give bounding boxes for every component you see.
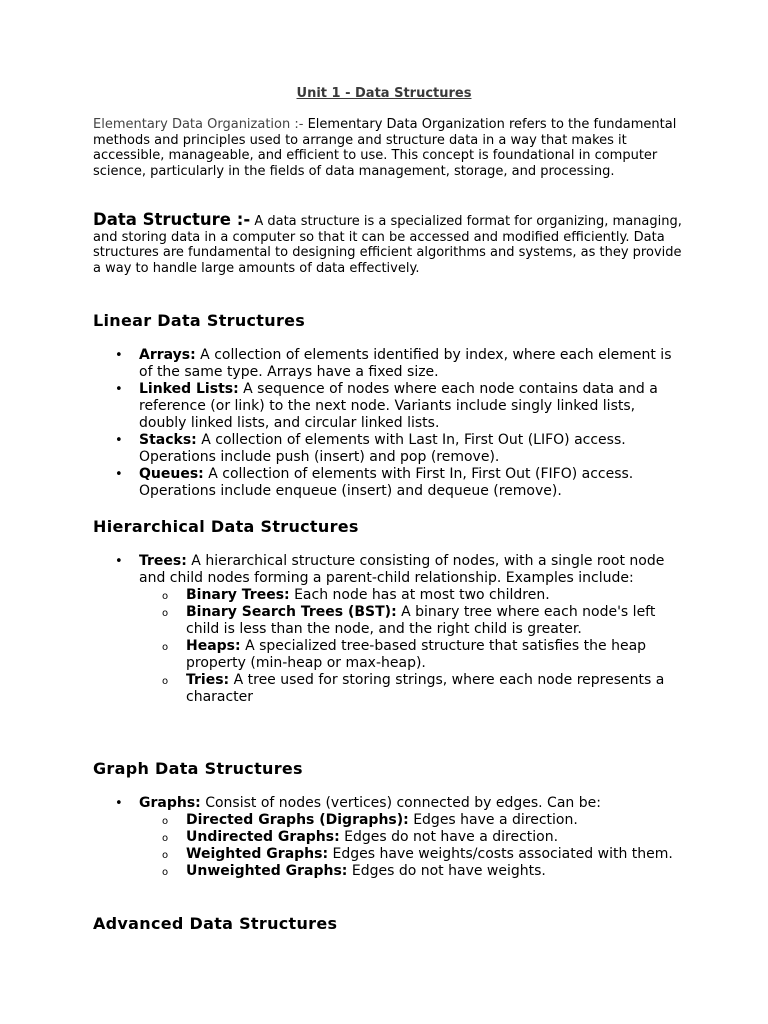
item-term: Linked Lists: xyxy=(139,381,239,397)
item-term: Tries: xyxy=(186,672,230,688)
item-term: Graphs: xyxy=(139,795,201,811)
linear-heading: Linear Data Structures xyxy=(93,311,306,330)
item-term: Binary Search Trees (BST): xyxy=(186,604,397,620)
item-text: Each node has at most two children. xyxy=(289,587,550,603)
definition-text: A data structure is a specialized format for organizing, managing, and storing data in a computer so that it can be accessed and modified efficiently. Data structures are fundamental to designing efficient algorithms and systems, as they provide a way to handle large amounts of data effectively. xyxy=(93,214,682,276)
item-text: Consist of nodes (vertices) connected by edges. Can be: xyxy=(200,795,601,811)
definition-paragraph xyxy=(93,212,685,276)
sub-list-item xyxy=(186,672,679,706)
list-item xyxy=(139,381,679,432)
item-text: Edges have a direction. xyxy=(408,812,578,828)
intro-paragraph xyxy=(93,117,685,179)
item-text: A collection of elements with Last In, First Out (LIFO) access. Operations include push (insert) and pop (remove). xyxy=(139,432,626,465)
item-text: A collection of elements identified by index, where each element is of the same type. Arrays have a fixed size. xyxy=(139,347,672,380)
graph-heading: Graph Data Structures xyxy=(93,759,303,778)
advanced-heading: Advanced Data Structures xyxy=(93,914,338,933)
item-term: Weighted Graphs: xyxy=(186,846,329,862)
sub-list-item xyxy=(186,604,679,638)
item-text: Edges do not have weights. xyxy=(347,863,546,879)
hierarchical-list xyxy=(139,553,679,706)
list-item xyxy=(139,466,679,500)
sub-list-item xyxy=(186,812,679,829)
sub-list-item xyxy=(186,638,679,672)
item-term: Queues: xyxy=(139,466,204,482)
list-item xyxy=(139,432,679,466)
intro-lead: Elementary Data Organization :- xyxy=(93,117,304,132)
linear-list xyxy=(139,347,679,500)
hierarchical-heading: Hierarchical Data Structures xyxy=(93,517,359,536)
item-term: Stacks: xyxy=(139,432,197,448)
list-item xyxy=(139,347,679,381)
item-term: Binary Trees: xyxy=(186,587,290,603)
item-text: Edges do not have a direction. xyxy=(339,829,559,845)
item-text: A specialized tree-based structure that satisfies the heap property (min-heap or max-heap). xyxy=(186,638,647,671)
list-item xyxy=(139,795,679,880)
item-term: Trees: xyxy=(139,553,187,569)
item-term: Directed Graphs (Digraphs): xyxy=(186,812,409,828)
page-title: Unit 1 - Data Structures xyxy=(296,86,472,101)
sub-list-item xyxy=(186,863,679,880)
item-text: A tree used for storing strings, where each node represents a character xyxy=(186,672,665,705)
item-text: A sequence of nodes where each node contains data and a reference (or link) to the next node. Variants include singly linked lists, doubly linked lists, and circular linked lists. xyxy=(139,381,658,431)
item-text: A binary tree where each node's left child is less than the node, and the right child is greater. xyxy=(186,604,656,637)
definition-lead: Data Structure :- xyxy=(93,210,251,229)
item-term: Heaps: xyxy=(186,638,241,654)
item-term: Arrays: xyxy=(139,347,196,363)
item-term: Unweighted Graphs: xyxy=(186,863,348,879)
sub-list-item xyxy=(186,587,679,604)
item-text: A hierarchical structure consisting of nodes, with a single root node and child nodes forming a parent-child relationship. Examples include: xyxy=(139,553,665,586)
sub-list-item xyxy=(186,846,679,863)
graph-list xyxy=(139,795,679,880)
list-item xyxy=(139,553,679,706)
trees-sublist xyxy=(139,587,679,706)
graphs-sublist xyxy=(139,812,679,880)
item-text: Edges have weights/costs associated with them. xyxy=(328,846,673,862)
intro-text: Elementary Data Organization refers to the fundamental methods and principles used to arrange and structure data in a way that makes it accessible, manageable, and efficient to use. This concept is foundational in computer science, particularly in the fields of data management, storage, and processing. xyxy=(93,117,677,179)
item-term: Undirected Graphs: xyxy=(186,829,340,845)
sub-list-item xyxy=(186,829,679,846)
item-text: A collection of elements with First In, First Out (FIFO) access. Operations include enqueue (insert) and dequeue (remove). xyxy=(139,466,634,499)
